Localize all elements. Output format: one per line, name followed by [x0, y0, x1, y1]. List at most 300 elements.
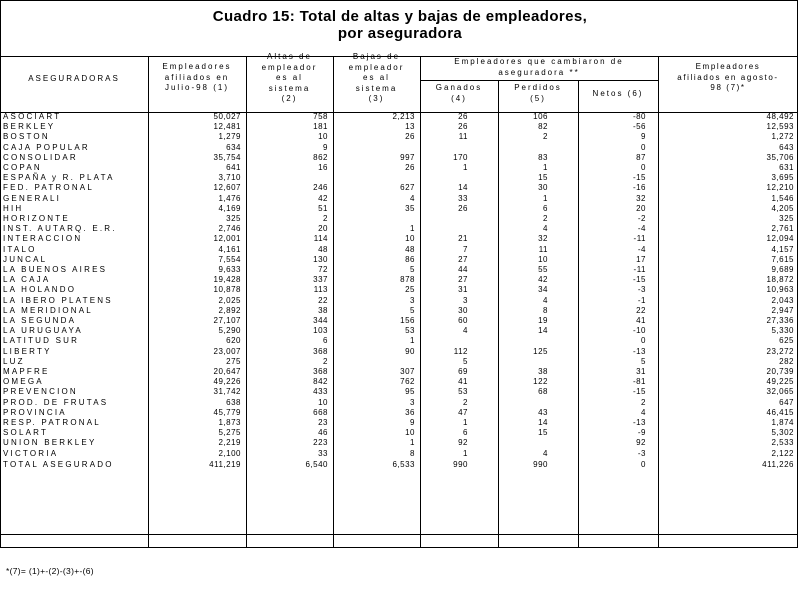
header-netos: Netos (6) — [592, 89, 644, 98]
cell-c2: 842 — [313, 377, 328, 387]
table-row — [0, 285, 798, 295]
table-row — [0, 428, 798, 438]
table-row — [0, 153, 798, 163]
table-row — [0, 367, 798, 377]
insurer-name: PREVENCION — [3, 387, 78, 397]
insurer-name: LA IBERO PLATENS — [3, 295, 113, 305]
total-row-rule — [0, 534, 798, 535]
cell-c6: 0 — [641, 163, 646, 172]
header-ganados: Ganados (4) — [435, 83, 483, 103]
insurer-name: LA MERIDIONAL — [3, 305, 93, 315]
header-col3: Bajas de empleador es al sistema (3) — [348, 52, 405, 103]
cell-c2: 22 — [318, 295, 328, 305]
cell-c5: 38 — [538, 367, 548, 376]
table-row — [0, 336, 798, 346]
cell-c7: 23,272 — [766, 346, 794, 356]
cell-c6: -81 — [632, 377, 646, 387]
insurer-name: HIH — [3, 203, 24, 213]
cell-c1: 325 — [226, 214, 241, 223]
cell-c5: 8 — [543, 305, 548, 315]
cell-c6: 31 — [636, 367, 646, 376]
cell-c7: 3,695 — [771, 173, 794, 183]
cell-c5: 990 — [533, 459, 548, 469]
cell-c5: 2 — [543, 214, 548, 223]
cell-c3: 1 — [410, 336, 415, 346]
cell-c2: 862 — [313, 152, 328, 162]
cell-c5: 32 — [538, 234, 548, 244]
cell-c2: 51 — [318, 203, 328, 213]
insurer-name: FED. PATRONAL — [3, 183, 94, 193]
cell-c5: 6 — [543, 203, 548, 213]
cell-c1: 5,290 — [218, 326, 241, 336]
cell-c6: -4 — [637, 224, 646, 234]
insurer-name: ITALO — [3, 244, 37, 254]
cell-c7: 2,122 — [771, 448, 794, 458]
cell-c5: 15 — [538, 173, 548, 183]
cell-c7: 282 — [779, 356, 794, 366]
insurer-name: LA SEGUNDA — [3, 316, 77, 325]
cell-c1: 20,647 — [213, 367, 241, 376]
insurer-name: PROVINCIA — [3, 407, 67, 417]
cell-c3: 86 — [405, 254, 415, 264]
cell-c7: 2,043 — [771, 295, 794, 305]
cell-c2: 2 — [323, 214, 328, 223]
cell-c3: 25 — [405, 285, 415, 295]
cell-c4: 27 — [458, 275, 468, 285]
cell-c5: 125 — [533, 346, 548, 356]
cell-c1: 2,892 — [218, 305, 241, 315]
table-row — [0, 449, 798, 459]
cell-c5: 14 — [538, 418, 548, 427]
cell-c4: 69 — [458, 367, 468, 376]
cell-c5: 4 — [543, 224, 548, 234]
cell-c5: 14 — [538, 326, 548, 336]
cell-c1: 19,428 — [213, 275, 241, 285]
cell-c2: 223 — [313, 438, 328, 448]
cell-c3: 4 — [410, 193, 415, 203]
cell-c7: 2,947 — [771, 305, 794, 315]
cell-c6: -11 — [633, 234, 646, 244]
cell-c7: 625 — [779, 336, 794, 346]
cell-c7: 5,302 — [771, 428, 794, 438]
cell-c5: 1 — [543, 193, 548, 203]
cell-c2: 23 — [318, 418, 328, 427]
cell-c1: 2,219 — [218, 438, 241, 448]
table-row — [0, 132, 798, 142]
table-row — [0, 275, 798, 285]
cell-c6: -10 — [632, 326, 646, 336]
cell-c1: 2,025 — [218, 295, 241, 305]
cell-c3: 878 — [400, 275, 415, 285]
cell-c7: 27,336 — [766, 316, 794, 325]
cell-c1: 7,554 — [218, 254, 241, 264]
cell-c4: 2 — [463, 397, 468, 407]
cell-c2: 6 — [323, 336, 328, 346]
cell-c3: 5 — [410, 305, 415, 315]
cell-c5: 4 — [543, 295, 548, 305]
table-row — [0, 112, 798, 122]
cell-c4: 112 — [453, 346, 468, 356]
cell-c3: 9 — [410, 418, 415, 427]
header-perdidos: Perdidos (5) — [514, 83, 562, 103]
insurer-name: LATITUD SUR — [3, 336, 80, 346]
table-row — [0, 163, 798, 173]
footnote: *(7)= (1)+-(2)-(3)+-(6) — [6, 566, 94, 576]
insurer-name: INST. AUTARQ. E.R. — [3, 224, 117, 234]
cell-c7: 1,546 — [771, 193, 794, 203]
cell-c5: 19 — [538, 316, 548, 325]
cell-c7: 10,963 — [766, 285, 794, 295]
insurer-name: BERKLEY — [3, 122, 56, 132]
header-aseguradoras: ASEGURADORAS — [28, 74, 120, 83]
cell-c7: 12,210 — [766, 183, 794, 193]
cell-c4: 990 — [453, 459, 468, 469]
cell-c7: 4,157 — [771, 244, 794, 254]
cell-c4: 1 — [463, 448, 468, 458]
cell-c4: 7 — [463, 244, 468, 254]
cell-c6: -15 — [632, 275, 646, 285]
cell-c4: 1 — [463, 163, 468, 172]
cell-c2: 668 — [313, 407, 328, 417]
cell-c2: 368 — [313, 346, 328, 356]
cell-c6: 22 — [636, 305, 646, 315]
cell-c7: 2,761 — [771, 224, 794, 234]
insurer-name: ASOCIART — [3, 112, 62, 121]
cell-c4: 170 — [453, 152, 468, 162]
cell-c1: 23,007 — [213, 346, 241, 356]
cell-c1: 12,001 — [213, 234, 241, 244]
table-row — [0, 265, 798, 275]
cell-c3: 90 — [405, 346, 415, 356]
cell-c2: 20 — [318, 224, 328, 234]
cell-c1: 275 — [226, 356, 241, 366]
header-col1: Empleadores afiliados en Julio-98 (1) — [162, 62, 232, 92]
cell-c1: 9,633 — [218, 265, 241, 274]
cell-c6: 41 — [636, 316, 646, 325]
insurer-name: UNION BERKLEY — [3, 438, 97, 448]
table-row — [0, 122, 798, 132]
cell-c1: 1,279 — [218, 132, 241, 142]
cell-c1: 1,476 — [218, 193, 241, 203]
cell-c1: 2,100 — [218, 448, 241, 458]
cell-c7: 2,533 — [771, 438, 794, 448]
cell-c4: 6 — [463, 428, 468, 438]
insurer-name: LA BUENOS AIRES — [3, 265, 108, 274]
cell-c7: 48,492 — [766, 112, 794, 121]
insurer-name: LA HOLANDO — [3, 285, 77, 295]
cell-c2: 33 — [318, 448, 328, 458]
cell-c4: 21 — [458, 234, 468, 244]
cell-c6: 20 — [636, 203, 646, 213]
cell-c3: 13 — [405, 122, 415, 132]
cell-c2: 368 — [313, 367, 328, 376]
cell-c6: -3 — [637, 448, 646, 458]
cell-c3: 156 — [400, 316, 415, 325]
cell-c7: 4,205 — [771, 203, 794, 213]
cell-c6: 92 — [636, 438, 646, 448]
cell-c3: 26 — [405, 163, 415, 172]
cell-c4: 27 — [458, 254, 468, 264]
cell-c4: 4 — [463, 326, 468, 336]
cell-c3: 5 — [410, 265, 415, 274]
cell-c1: 12,607 — [213, 183, 241, 193]
insurer-name: JUNCAL — [3, 254, 48, 264]
cell-c5: 34 — [538, 285, 548, 295]
cell-c1: 634 — [226, 142, 241, 152]
cell-c1: 50,027 — [213, 112, 241, 121]
cell-c6: -56 — [632, 122, 646, 132]
table-row — [0, 326, 798, 336]
cell-c1: 3,710 — [218, 173, 241, 183]
table-row — [0, 245, 798, 255]
cell-c6: -15 — [632, 173, 646, 183]
cell-c2: 337 — [313, 275, 328, 285]
cell-c5: 43 — [538, 407, 548, 417]
table-row — [0, 194, 798, 204]
table-row — [0, 306, 798, 316]
cell-c7: 631 — [779, 163, 794, 172]
cell-c5: 30 — [538, 183, 548, 193]
cell-c4: 60 — [458, 316, 468, 325]
header-col7: Empleadores afiliados en agosto- 98 (7)* — [677, 62, 779, 92]
cell-c5: 42 — [538, 275, 548, 285]
table-row — [0, 173, 798, 183]
cell-c7: 46,415 — [766, 407, 794, 417]
cell-c6: -1 — [637, 295, 646, 305]
cell-c2: 16 — [318, 163, 328, 172]
cell-c2: 181 — [313, 122, 328, 132]
cell-c5: 4 — [543, 448, 548, 458]
cell-c1: 5,275 — [218, 428, 241, 438]
cell-c7: 411,226 — [762, 459, 794, 469]
insurer-name: LUZ — [3, 356, 25, 366]
cell-c6: 0 — [641, 142, 646, 152]
insurer-name: INTERACCION — [3, 234, 83, 244]
cell-c1: 641 — [226, 163, 241, 172]
title-line-2: por aseguradora — [337, 25, 463, 42]
cell-c2: 103 — [313, 326, 328, 336]
cell-c7: 647 — [779, 397, 794, 407]
cell-c3: 36 — [405, 407, 415, 417]
cell-c6: -15 — [632, 387, 646, 397]
cell-c4: 41 — [458, 377, 468, 387]
cell-c6: -11 — [633, 265, 646, 274]
cell-c1: 10,878 — [213, 285, 241, 295]
insurer-name: LIBERTY — [3, 346, 52, 356]
table-row — [0, 357, 798, 367]
cell-c3: 627 — [400, 183, 415, 193]
cell-c3: 6,533 — [392, 459, 415, 469]
cell-c6: 0 — [641, 336, 646, 346]
cell-c4: 26 — [458, 112, 468, 121]
insurer-name: SOLART — [3, 428, 49, 438]
table-row — [0, 418, 798, 428]
cell-c2: 758 — [313, 112, 328, 121]
table-row — [0, 316, 798, 326]
table-row — [0, 214, 798, 224]
table-row — [0, 234, 798, 244]
table-row — [0, 347, 798, 357]
table-row — [0, 387, 798, 397]
cell-c2: 10 — [318, 397, 328, 407]
cell-c7: 35,706 — [766, 152, 794, 162]
cell-c1: 31,742 — [213, 387, 241, 397]
cell-c6: -3 — [637, 285, 646, 295]
cell-c2: 6,540 — [305, 459, 328, 469]
cell-c3: 1 — [410, 224, 415, 234]
table-row — [0, 143, 798, 153]
cell-c7: 1,874 — [771, 418, 794, 427]
cell-c1: 12,481 — [213, 122, 241, 132]
cell-c1: 638 — [226, 397, 241, 407]
cell-c4: 30 — [458, 305, 468, 315]
table-row — [0, 377, 798, 387]
table-row — [0, 183, 798, 193]
cell-c1: 1,873 — [218, 418, 241, 427]
cell-c1: 4,169 — [218, 203, 241, 213]
cell-c2: 9 — [323, 142, 328, 152]
cell-c4: 33 — [458, 193, 468, 203]
insurer-name: LA URUGUAYA — [3, 326, 83, 336]
insurer-name: MAPFRE — [3, 367, 50, 376]
cell-c1: 49,226 — [213, 377, 241, 387]
cell-c2: 10 — [318, 132, 328, 142]
cell-c7: 9,689 — [771, 265, 794, 274]
cell-c7: 12,094 — [766, 234, 794, 244]
header-cambiaron: Empleadores que cambiaron de aseguradora ** — [454, 57, 624, 77]
cell-c2: 433 — [313, 387, 328, 397]
cell-c6: -13 — [632, 418, 646, 427]
cell-c5: 106 — [533, 112, 548, 121]
cell-c4: 11 — [458, 132, 468, 142]
cell-c1: 620 — [226, 336, 241, 346]
cell-c6: 5 — [641, 356, 646, 366]
cell-c6: 17 — [636, 254, 646, 264]
cell-c5: 83 — [538, 152, 548, 162]
cell-c5: 122 — [533, 377, 548, 387]
table-row — [0, 408, 798, 418]
cell-c7: 5,330 — [771, 326, 794, 336]
cell-c3: 10 — [405, 428, 415, 438]
cell-c1: 2,746 — [218, 224, 241, 234]
cell-c2: 246 — [313, 183, 328, 193]
page-title — [0, 8, 800, 42]
cell-c6: -13 — [632, 346, 646, 356]
table-row — [0, 255, 798, 265]
cell-c4: 53 — [458, 387, 468, 397]
cell-c3: 3 — [410, 397, 415, 407]
cell-c6: 4 — [641, 407, 646, 417]
cell-c2: 114 — [313, 234, 328, 244]
cell-c4: 92 — [458, 438, 468, 448]
cell-c4: 1 — [463, 418, 468, 427]
cell-c7: 32,065 — [766, 387, 794, 397]
cell-c3: 10 — [405, 234, 415, 244]
cell-c5: 55 — [538, 265, 548, 274]
insurer-name: ESPAÑA y R. PLATA — [3, 173, 115, 183]
cell-c5: 68 — [538, 387, 548, 397]
cell-c7: 7,615 — [771, 254, 794, 264]
cell-c2: 344 — [313, 316, 328, 325]
cell-c5: 11 — [538, 244, 548, 254]
insurer-name: GENERALI — [3, 193, 62, 203]
cell-c3: 762 — [400, 377, 415, 387]
cell-c5: 2 — [543, 132, 548, 142]
cell-c4: 14 — [458, 183, 468, 193]
cell-c5: 10 — [538, 254, 548, 264]
cell-c2: 38 — [318, 305, 328, 315]
cell-c1: 4,161 — [218, 244, 241, 254]
cell-c5: 15 — [538, 428, 548, 438]
cell-c7: 18,872 — [766, 275, 794, 285]
insurer-name: BOSTON — [3, 132, 50, 142]
insurer-name: PROD. DE FRUTAS — [3, 397, 109, 407]
cell-c2: 113 — [313, 285, 328, 295]
cell-c6: 0 — [641, 459, 646, 469]
cell-c1: 35,754 — [213, 152, 241, 162]
total-row — [0, 460, 798, 470]
insurer-name: LA CAJA — [3, 275, 51, 285]
cell-c6: -4 — [637, 244, 646, 254]
cell-c3: 95 — [405, 387, 415, 397]
cell-c3: 997 — [400, 152, 415, 162]
cell-c6: 87 — [636, 152, 646, 162]
cell-c6: -16 — [632, 183, 646, 193]
cell-c2: 46 — [318, 428, 328, 438]
insurer-name: TOTAL ASEGURADO — [3, 459, 114, 469]
insurer-name: OMEGA — [3, 377, 44, 387]
cell-c4: 26 — [458, 203, 468, 213]
cell-c2: 130 — [313, 254, 328, 264]
cell-c3: 48 — [405, 244, 415, 254]
cell-c4: 47 — [458, 407, 468, 417]
insurer-name: CONSOLIDAR — [3, 152, 78, 162]
cell-c1: 27,107 — [213, 316, 241, 325]
cell-c4: 44 — [458, 265, 468, 274]
cell-c3: 8 — [410, 448, 415, 458]
cell-c3: 35 — [405, 203, 415, 213]
header-col2: Altas de empleador es al sistema (2) — [261, 52, 318, 103]
cell-c2: 48 — [318, 244, 328, 254]
cell-c7: 643 — [779, 142, 794, 152]
cell-c1: 411,219 — [209, 459, 241, 469]
cell-c7: 12,593 — [766, 122, 794, 132]
insurer-name: CAJA POPULAR — [3, 142, 90, 152]
insurer-name: HORIZONTE — [3, 214, 70, 223]
cell-c5: 82 — [538, 122, 548, 132]
table-row — [0, 296, 798, 306]
title-line-1: Cuadro 15: Total de altas y bajas de empleadores, — [212, 8, 588, 25]
cell-c4: 31 — [458, 285, 468, 295]
cell-c3: 3 — [410, 295, 415, 305]
insurer-name: COPAN — [3, 163, 42, 172]
table-row — [0, 224, 798, 234]
table-row — [0, 438, 798, 448]
insurer-name: RESP. PATRONAL — [3, 418, 101, 427]
cell-c3: 2,213 — [392, 112, 415, 121]
cell-c3: 307 — [400, 367, 415, 376]
cell-c7: 49,225 — [766, 377, 794, 387]
cell-c7: 20,739 — [766, 367, 794, 376]
cell-c2: 72 — [318, 265, 328, 274]
cell-c6: -2 — [637, 214, 646, 223]
table-row — [0, 398, 798, 408]
cell-c7: 1,272 — [771, 132, 794, 142]
cell-c1: 45,779 — [213, 407, 241, 417]
cell-c6: 9 — [641, 132, 646, 142]
cell-c6: -9 — [637, 428, 646, 438]
cell-c3: 1 — [410, 438, 415, 448]
